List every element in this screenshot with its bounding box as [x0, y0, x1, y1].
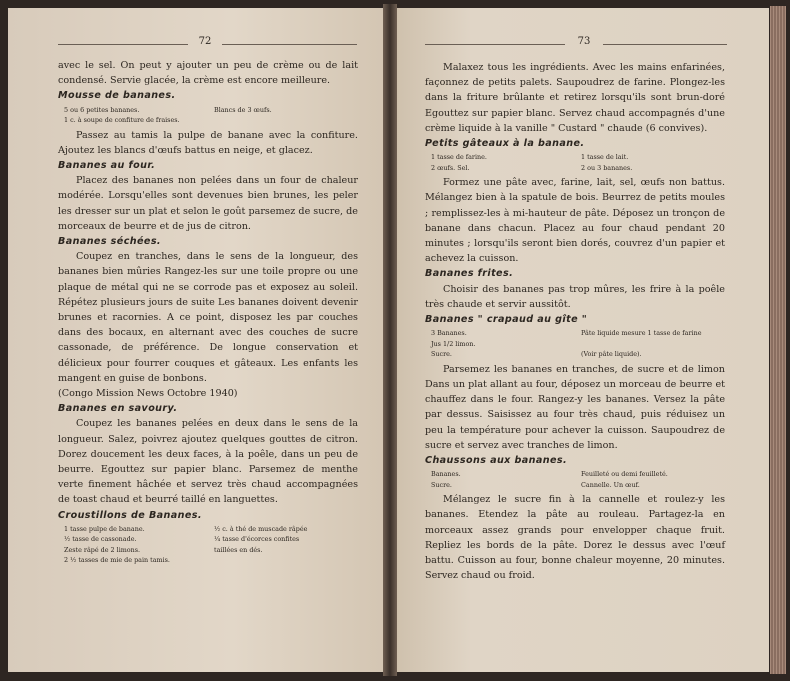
ingredient: Feuilleté ou demi feuilleté.: [581, 470, 668, 479]
paragraph: Malaxez tous les ingrédients. Avec les mains enfarinées, façonnez de petits palets. Saupoudrez de farine. Plongez-les dans la friture brûlante et retirez lorsqu'ils sont brun-doré Egouttez sur papier blanc. Servez chaud accompagnés d'une crème liquide à la vanille " Custard " chaude (6 convives).: [425, 62, 725, 134]
ingredient: [214, 555, 358, 566]
recipe-title: Mousse de bananes.: [58, 90, 176, 102]
page-number: 72: [198, 36, 212, 47]
ingredient: Jus 1/2 limon.: [431, 339, 476, 348]
book-gutter: [383, 4, 397, 676]
ingredient: 2 ou 3 bananes.: [581, 163, 633, 172]
page-edges: [770, 6, 786, 674]
recipe-title: Croustillons de Bananes.: [58, 509, 202, 521]
ingredients: [431, 469, 725, 490]
paragraph: Coupez en tranches, dans le sens de la longueur, des bananes bien mûries Rangez-les sur une toile propre ou une plaque de métal qui ne se corrode pas et exposez au soleil. Répétez plusieurs jours de suite Les bananes doivent devenir brunes et racornies. A ce point, disposez les par couches dans des bocaux, en alternant avec des couches de sucre cassonade, de préférence. De longue conservation et délicieux pour fourrer couques et gâteaux. Les enfants les mangent en guise de bonbons.: [58, 251, 358, 384]
ingredient: Zeste râpé de 2 limons.: [64, 545, 141, 554]
ingredient: [581, 339, 725, 350]
ingredient: Sucre.: [431, 480, 452, 489]
header-rule: [58, 44, 188, 45]
ingredient: taillées en dés.: [214, 545, 263, 554]
ingredient: 3 Bananes.: [431, 329, 467, 338]
ingredient: 1 tasse pulpe de banane.: [64, 524, 145, 533]
ingredient: ¼ tasse d'écorces confites: [214, 535, 300, 544]
ingredient: Bananes.: [431, 470, 461, 479]
ingredient: 1 c. à soupe de confiture de fraises.: [64, 116, 180, 125]
paragraph: Mélangez le sucre fin à la cannelle et roulez-y les bananes. Etendez la pâte au rouleau. Partagez-la en morceaux assez grands pour envelopper chaque fruit. Repliez les bords de la pâte. Dorez le dessus avec l'œuf battu. Cuisson au four, bonne chaleur moyenne, 20 minutes. Servez chaud ou froid.: [425, 494, 725, 582]
left-page: [8, 8, 383, 672]
right-page-text: [425, 60, 725, 583]
ingredient: 1 tasse de lait.: [581, 153, 629, 162]
ingredient: ½ c. à thé de muscade râpée: [214, 524, 308, 533]
ingredient: 2 œufs. Sel.: [431, 163, 470, 172]
left-page-text: [58, 58, 358, 568]
recipe-title: Chaussons aux bananes.: [425, 454, 568, 466]
ingredient: Blancs de 3 œufs.: [214, 105, 272, 114]
ingredients: [64, 524, 358, 566]
header-rule: [222, 44, 357, 45]
recipe-title: Bananes séchées.: [58, 236, 161, 248]
paragraph: Choisir des bananes pas trop mûres, les frire à la poêle très chaude et servir aussitôt.: [425, 283, 725, 310]
recipe-title: Bananes au four.: [58, 160, 156, 172]
ingredient: (Voir pâte liquide).: [581, 350, 642, 359]
ingredient: Cannelle. Un œuf.: [581, 480, 640, 489]
ingredient: 5 ou 6 petites bananes.: [64, 105, 140, 114]
header-rule: [425, 44, 565, 45]
recipe-title: Bananes frites.: [425, 268, 514, 280]
recipe-title: Bananes en savoury.: [58, 403, 178, 415]
header-rule: [603, 44, 727, 45]
ingredients: [431, 328, 725, 360]
right-page: [397, 8, 769, 672]
paragraph: Placez des bananes non pelées dans un four de chaleur modérée. Lorsqu'elles sont devenues bien brunes, les peler les dresser sur un plat et selon le goût parsemez de sucre, de morceaux de beurre et de jus de citron.: [58, 175, 358, 232]
page-number: 73: [577, 36, 591, 47]
paragraph: Coupez les bananes pelées en deux dans le sens de la longueur. Salez, poivrez ajoutez quelques gouttes de citron. Dorez doucement les deux faces, à la poêle, dans un peu de beurre. Egouttez sur papier blanc. Parsemez de menthe verte finement hâchée et servez très chaud accompagnées de toast chaud et beurré taillé en languettes.: [58, 418, 358, 506]
ingredient: ½ tasse de cassonade.: [64, 535, 137, 544]
paragraph: Passez au tamis la pulpe de banane avec la confiture. Ajoutez les blancs d'œufs battus en neige, et glacez.: [58, 129, 358, 156]
ingredients: [431, 152, 725, 173]
recipe-title: Petits gâteaux à la banane.: [425, 138, 585, 150]
ingredient: 2 ½ tasses de mie de pain tamis.: [64, 556, 170, 565]
ingredient: 1 tasse de farine.: [431, 153, 487, 162]
source-credit: (Congo Mission News Octobre 1940): [58, 388, 238, 400]
recipe-title: Bananes " crapaud au gîte ": [425, 314, 588, 326]
paragraph: Formez une pâte avec, farine, lait, sel, œufs non battus. Mélangez bien à la spatule de bois. Beurrez de petits moules ; remplissez-les à mi-hauteur de pâte. Déposez un tronçon de banane dans chacun. Placez au four chaud pendant 20 minutes ; lorsqu'ils seront bien dorés, couvrez d'un papier et achevez la cuisson.: [425, 177, 725, 265]
ingredient: Sucre.: [431, 350, 452, 359]
left-page-header: [8, 36, 383, 52]
paragraph: avec le sel. On peut y ajouter un peu de crème ou de lait condensé. Servie glacée, la crème est encore meilleure.: [58, 60, 358, 87]
right-page-header: [397, 36, 769, 52]
ingredients: [64, 105, 358, 126]
paragraph: Parsemez les bananes en tranches, de sucre et de limon Dans un plat allant au four, déposez un morceau de beurre et chauffez dans le four. Rangez-y les bananes. Versez la pâte par dessus. Saisissez au four très chaud, puis réduisez un peu la température pour achever la cuisson. Saupoudrez de sucre et servez avec tranches de limon.: [425, 363, 725, 451]
ingredient: Pâte liquide mesure 1 tasse de farine: [581, 329, 702, 338]
